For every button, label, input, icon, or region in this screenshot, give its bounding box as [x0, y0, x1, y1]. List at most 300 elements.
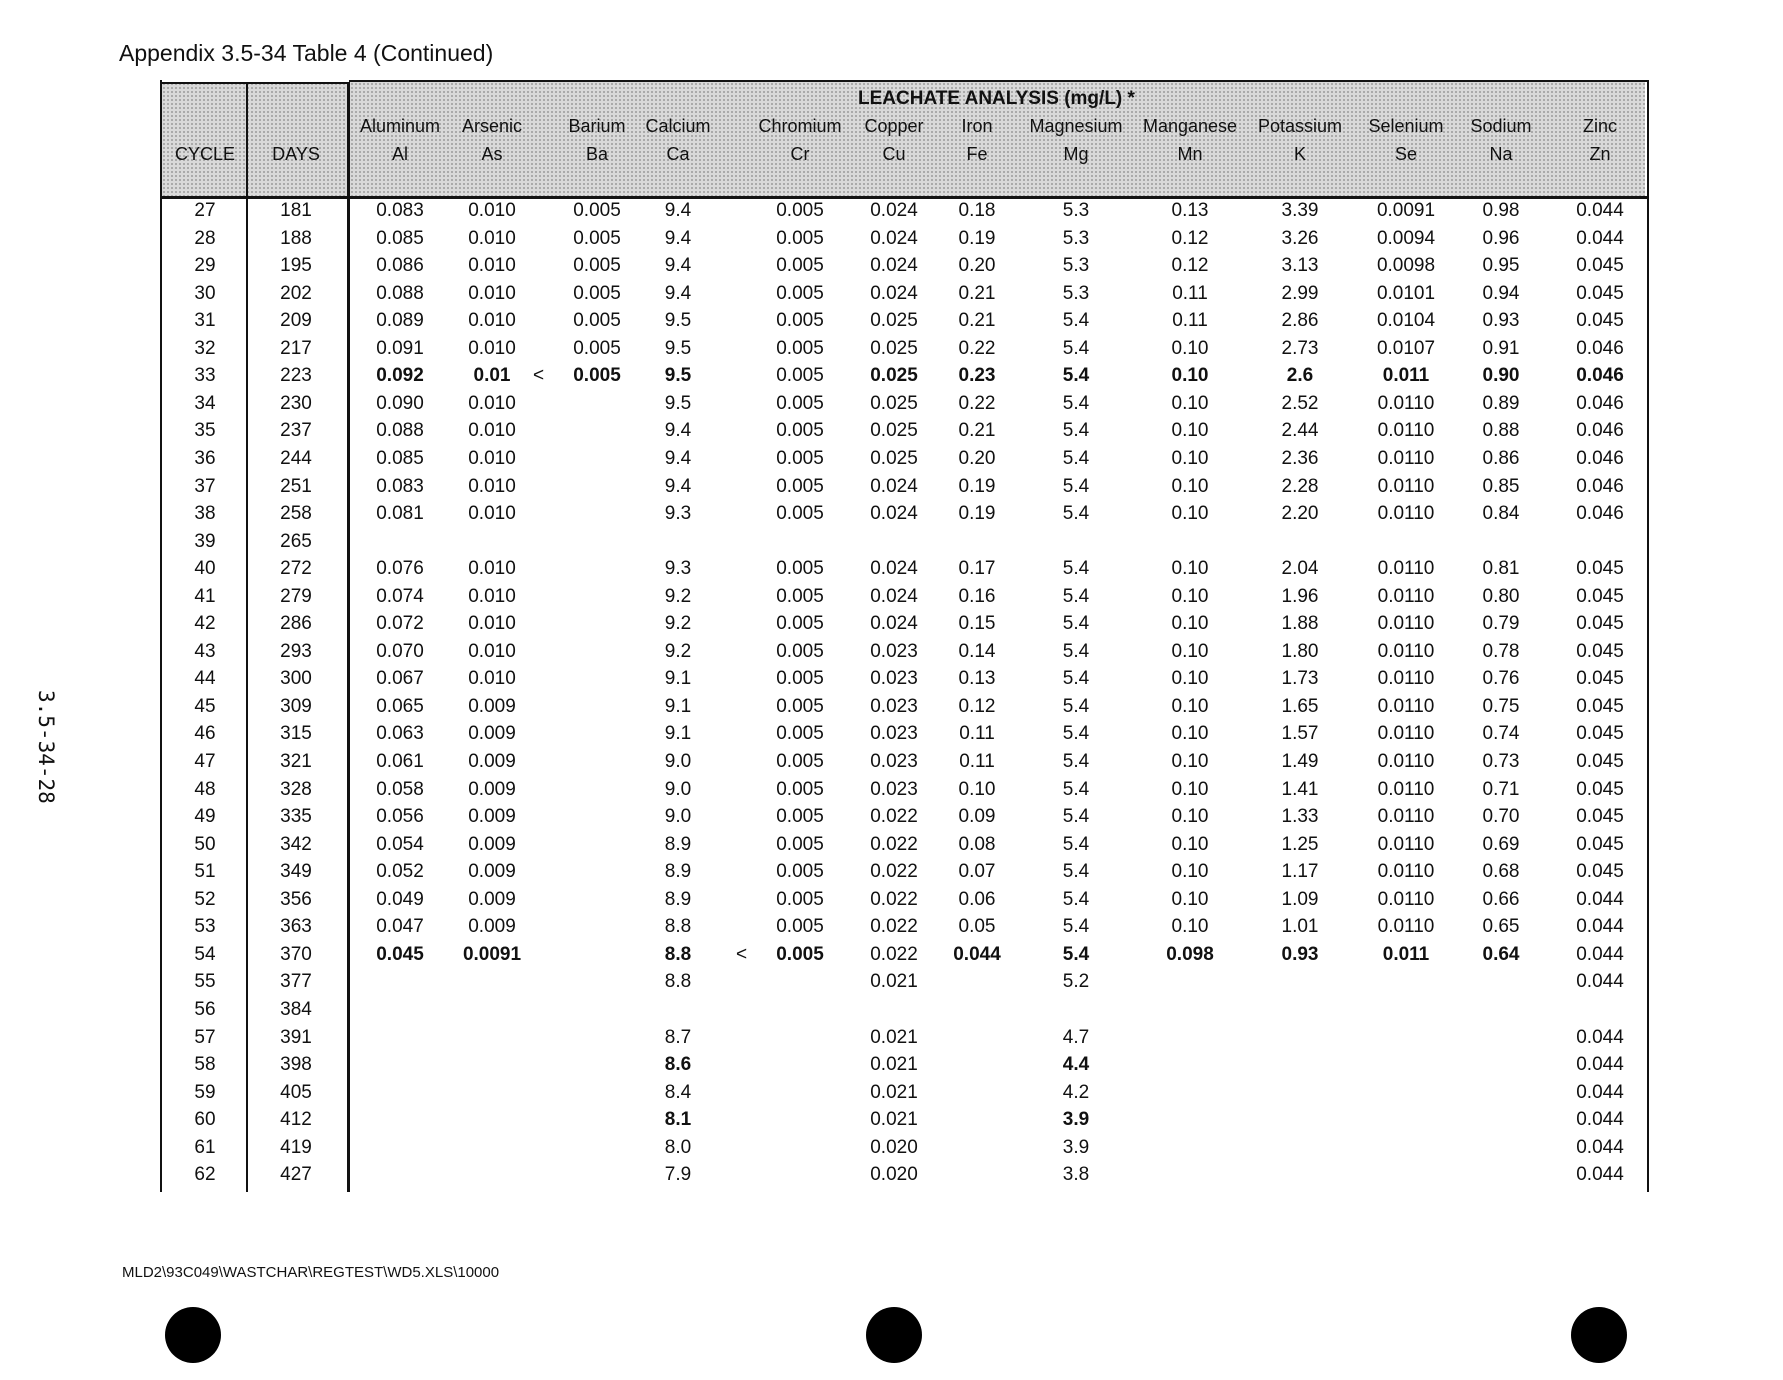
cell-ca: 9.2 — [664, 640, 692, 662]
cell-na: 0.98 — [1482, 200, 1520, 221]
cell-cycle: 58 — [194, 1054, 216, 1076]
cell-days: 356 — [280, 888, 312, 910]
cell-al: 0.083 — [376, 200, 424, 221]
cell-days: 265 — [280, 530, 312, 552]
cell-k: 1.09 — [1281, 888, 1319, 910]
cell-cycle: 30 — [194, 282, 216, 304]
cell-cu: 0.025 — [870, 392, 918, 414]
cell-as: 0.0091 — [462, 943, 522, 965]
cell-k: 3.13 — [1281, 255, 1319, 277]
cell-ca: 9.2 — [664, 613, 692, 635]
cell-ca: 8.8 — [664, 916, 692, 938]
cell-zn: 0.045 — [1576, 806, 1624, 828]
cell-al: 0.065 — [376, 695, 424, 717]
cell-k: 1.33 — [1281, 806, 1319, 828]
cell-days: 244 — [280, 447, 312, 469]
cell-cu: 0.023 — [870, 695, 918, 717]
cell-cu: 0.022 — [870, 833, 918, 855]
column-header-mg — [1029, 112, 1122, 168]
cell-al: 0.070 — [376, 640, 424, 662]
cell-cu: 0.025 — [870, 365, 918, 387]
column-name-se: Selenium — [1368, 116, 1444, 136]
cell-cycle: 52 — [194, 888, 216, 910]
cell-days: 419 — [280, 1136, 312, 1158]
column-header-al — [360, 112, 440, 168]
cell-al: 0.081 — [376, 503, 424, 525]
cell-ca: 9.3 — [664, 558, 692, 580]
cell-cycle: 43 — [194, 640, 216, 662]
cell-cu: 0.024 — [870, 255, 918, 277]
cell-se: 0.0110 — [1377, 668, 1435, 690]
cell-fe: 0.20 — [958, 255, 996, 277]
cell-al: 0.088 — [376, 282, 424, 304]
cell-cu: 0.021 — [870, 1054, 918, 1076]
cell-ca: 9.2 — [664, 585, 692, 607]
cell-cycle: 39 — [194, 530, 216, 552]
cell-mg: 5.3 — [1062, 255, 1090, 277]
cell-mn: 0.11 — [1172, 310, 1208, 332]
column-symbol-cu: Cu — [882, 144, 906, 164]
cell-zn: 0.045 — [1576, 751, 1624, 772]
cell-as: 0.010 — [468, 200, 516, 221]
cell-cu: 0.022 — [870, 861, 918, 883]
cell-as: 0.010 — [468, 337, 516, 359]
cell-fe: 0.19 — [958, 475, 996, 497]
cell-mg: 5.4 — [1062, 503, 1090, 525]
cell-as: 0.010 — [468, 475, 516, 497]
cell-na: 0.95 — [1482, 255, 1520, 277]
cell-al: 0.074 — [376, 585, 424, 607]
punch-hole-center — [866, 1307, 922, 1363]
cell-zn: 0.045 — [1576, 585, 1624, 607]
cell-days: 181 — [280, 200, 312, 221]
column-symbol-cycle: CYCLE — [174, 144, 236, 164]
cell-mn: 0.10 — [1171, 585, 1209, 607]
cell-mn: 0.10 — [1171, 778, 1209, 800]
cell-mg: 5.3 — [1062, 200, 1090, 221]
cell-na: 0.78 — [1482, 640, 1520, 662]
cell-al: 0.088 — [376, 420, 424, 442]
cell-fe: 0.12 — [958, 695, 996, 717]
cell-zn: 0.044 — [1576, 943, 1624, 965]
cell-ca: 9.4 — [664, 475, 692, 497]
cell-ca: 9.0 — [664, 751, 692, 772]
cell-al: 0.052 — [376, 861, 424, 883]
cell-days: 342 — [280, 833, 312, 855]
cell-ca: 9.4 — [664, 255, 692, 277]
column-header-cu — [864, 112, 923, 168]
cell-as: 0.009 — [468, 888, 516, 910]
cell-ca: 8.0 — [664, 1136, 692, 1158]
cell-k: 2.86 — [1281, 310, 1319, 332]
cell-mn: 0.10 — [1171, 751, 1209, 772]
column-header-cr — [758, 112, 841, 168]
cell-ba: 0.005 — [573, 310, 621, 332]
cell-as: 0.01 — [473, 365, 511, 387]
cell-days: 412 — [280, 1109, 312, 1131]
cell-cycle: 49 — [194, 806, 216, 828]
column-symbol-fe: Fe — [966, 144, 988, 164]
cell-as: 0.010 — [468, 227, 516, 249]
cell-cu: 0.024 — [870, 282, 918, 304]
cell-cycle: 55 — [194, 971, 216, 993]
cell-ca: 9.5 — [664, 337, 692, 359]
cell-ca: 9.5 — [664, 392, 692, 414]
cell-mg: 5.4 — [1062, 833, 1090, 855]
column-name-as: Arsenic — [461, 116, 523, 136]
cell-ba: 0.005 — [573, 200, 621, 221]
cell-na: 0.90 — [1482, 365, 1520, 387]
cell-al: 0.072 — [376, 613, 424, 635]
cell-as: 0.009 — [468, 751, 516, 772]
cell-se: 0.0110 — [1377, 558, 1435, 580]
cell-mg: 5.4 — [1062, 310, 1090, 332]
cell-fe: 0.07 — [958, 861, 996, 883]
cell-se: 0.0110 — [1377, 723, 1435, 745]
cell-cu: 0.023 — [870, 751, 918, 772]
cell-cr: 0.005 — [776, 337, 824, 359]
cell-mg: 5.4 — [1062, 447, 1090, 469]
cell-mn: 0.10 — [1171, 833, 1209, 855]
cell-na: 0.64 — [1482, 943, 1520, 965]
cell-cu: 0.024 — [870, 503, 918, 525]
cell-cycle: 54 — [194, 943, 216, 965]
cell-ba: 0.005 — [573, 227, 621, 249]
cell-ca: 8.1 — [664, 1109, 692, 1131]
cell-zn: 0.044 — [1576, 1164, 1624, 1186]
cell-fe: 0.11 — [959, 751, 995, 772]
cell-na: 0.74 — [1482, 723, 1520, 745]
cell-mg: 5.4 — [1062, 475, 1090, 497]
cell-zn: 0.045 — [1576, 723, 1624, 745]
cell-ca: 8.8 — [664, 971, 692, 993]
cell-cr: 0.005 — [776, 668, 824, 690]
cell-days: 349 — [280, 861, 312, 883]
column-header-mn — [1143, 112, 1237, 168]
cell-al: 0.091 — [376, 337, 424, 359]
cell-ca: 9.5 — [664, 365, 692, 387]
cell-days: 293 — [280, 640, 312, 662]
cell-ba: 0.005 — [573, 337, 621, 359]
cell-cr: 0.005 — [776, 751, 824, 772]
cell-zn: 0.045 — [1576, 778, 1624, 800]
cell-zn: 0.046 — [1576, 392, 1624, 414]
cell-mn: 0.11 — [1172, 282, 1208, 304]
cell-mn: 0.10 — [1171, 365, 1209, 387]
cell-days: 328 — [280, 778, 312, 800]
cell-k: 1.88 — [1281, 613, 1319, 635]
table-top-rule-left — [160, 82, 349, 84]
cell-fe: 0.21 — [958, 420, 996, 442]
cell-days: 315 — [280, 723, 312, 745]
cell-mn: 0.10 — [1171, 475, 1209, 497]
cell-cycle: 61 — [194, 1136, 216, 1158]
cell-se: 0.0110 — [1377, 392, 1435, 414]
cell-mn: 0.10 — [1171, 806, 1209, 828]
cell-cu: 0.023 — [870, 640, 918, 662]
cell-na: 0.93 — [1482, 310, 1520, 332]
column-symbol-k: K — [1293, 144, 1307, 164]
cell-cr: 0.005 — [776, 723, 824, 745]
cell-cr: 0.005 — [776, 888, 824, 910]
cell-al: 0.092 — [376, 365, 424, 387]
cell-ca: 9.4 — [664, 227, 692, 249]
cell-cycle: 59 — [194, 1081, 216, 1103]
cell-zn: 0.045 — [1576, 695, 1624, 717]
cell-cu: 0.022 — [870, 916, 918, 938]
cell-na: 0.68 — [1482, 861, 1520, 883]
cell-fe: 0.22 — [958, 392, 996, 414]
cell-ca: 9.4 — [664, 420, 692, 442]
cell-fe: 0.21 — [958, 310, 996, 332]
column-name-fe: Iron — [961, 116, 993, 136]
cell-mg: 4.2 — [1062, 1081, 1090, 1103]
cell-cu: 0.023 — [870, 668, 918, 690]
cell-se: 0.0110 — [1377, 475, 1435, 497]
column-symbol-cr: Cr — [790, 144, 810, 164]
cell-ca: 7.9 — [664, 1164, 692, 1186]
cell-fe: 0.08 — [958, 833, 996, 855]
cell-k: 3.26 — [1281, 227, 1319, 249]
cell-al: 0.047 — [376, 916, 424, 938]
column-symbol-mg: Mg — [1063, 144, 1089, 164]
cell-se: 0.0110 — [1377, 503, 1435, 525]
cell-ca: 9.4 — [664, 200, 692, 221]
cell-cu: 0.024 — [870, 585, 918, 607]
cell-as: 0.009 — [468, 833, 516, 855]
cell-days: 202 — [280, 282, 312, 304]
cell-cu: 0.020 — [870, 1136, 918, 1158]
cell-zn: 0.044 — [1576, 1081, 1624, 1103]
cell-as: 0.009 — [468, 806, 516, 828]
cell-cu: 0.025 — [870, 337, 918, 359]
cell-ca: 8.9 — [664, 861, 692, 883]
cell-cr: 0.005 — [776, 613, 824, 635]
cell-se: 0.0098 — [1376, 255, 1436, 277]
cell-na: 0.71 — [1482, 778, 1520, 800]
cell-mg: 5.4 — [1062, 723, 1090, 745]
cell-fe: 0.22 — [958, 337, 996, 359]
cell-as: 0.009 — [468, 695, 516, 717]
cell-na: 0.96 — [1482, 227, 1520, 249]
cell-days: 251 — [280, 475, 312, 497]
cell-se: 0.0110 — [1377, 833, 1435, 855]
cell-cr: 0.005 — [776, 558, 824, 580]
cell-days: 384 — [280, 998, 312, 1020]
cell-zn: 0.046 — [1576, 420, 1624, 442]
cell-ca: 9.1 — [664, 723, 692, 745]
less-than-marker: < — [736, 943, 748, 965]
cell-cr: 0.005 — [776, 200, 824, 221]
cell-zn: 0.045 — [1576, 255, 1624, 277]
column-name-mg: Magnesium — [1029, 116, 1123, 136]
cell-cr: 0.005 — [776, 943, 824, 965]
cell-se: 0.0110 — [1377, 585, 1435, 607]
cell-se: 0.0107 — [1376, 337, 1436, 359]
cell-cycle: 50 — [194, 833, 216, 855]
cell-days: 370 — [280, 943, 312, 965]
cell-cycle: 57 — [194, 1026, 216, 1048]
cell-zn: 0.045 — [1576, 668, 1624, 690]
cell-cr: 0.005 — [776, 227, 824, 249]
cell-as: 0.010 — [468, 585, 516, 607]
cell-cu: 0.023 — [870, 778, 918, 800]
cell-se: 0.0110 — [1377, 778, 1435, 800]
cell-mn: 0.10 — [1171, 420, 1209, 442]
column-symbol-ba: Ba — [585, 144, 609, 164]
cell-fe: 0.10 — [958, 778, 996, 800]
cell-se: 0.0110 — [1377, 420, 1435, 442]
cell-zn: 0.045 — [1576, 613, 1624, 635]
cell-na: 0.89 — [1482, 392, 1520, 414]
cell-cycle: 41 — [194, 585, 216, 607]
cell-as: 0.010 — [468, 420, 516, 442]
cell-mg: 5.2 — [1062, 971, 1090, 993]
cell-cycle: 48 — [194, 778, 216, 800]
column-header-ca — [645, 112, 710, 168]
cell-mg: 4.7 — [1062, 1026, 1090, 1048]
cell-al: 0.090 — [376, 392, 424, 414]
cell-cycle: 27 — [194, 200, 216, 221]
punch-hole-left — [165, 1307, 221, 1363]
cell-zn: 0.046 — [1576, 365, 1624, 387]
cell-na: 0.94 — [1482, 282, 1520, 304]
cell-ca: 9.1 — [664, 695, 692, 717]
column-header-cycle — [175, 140, 235, 168]
cell-mg: 5.4 — [1062, 695, 1090, 717]
cell-days: 195 — [280, 255, 312, 277]
cell-se: 0.0110 — [1377, 861, 1435, 883]
cell-al: 0.067 — [376, 668, 424, 690]
cell-mn: 0.10 — [1171, 916, 1209, 938]
cell-zn: 0.046 — [1576, 503, 1624, 525]
cell-na: 0.79 — [1482, 613, 1520, 635]
cell-zn: 0.045 — [1576, 310, 1624, 332]
cell-fe: 0.14 — [958, 640, 996, 662]
cell-mg: 5.4 — [1062, 613, 1090, 635]
cell-as: 0.009 — [468, 778, 516, 800]
cell-days: 377 — [280, 971, 312, 993]
cell-cycle: 51 — [194, 861, 216, 883]
cell-na: 0.84 — [1482, 503, 1520, 525]
column-header-fe — [961, 112, 992, 168]
cell-zn: 0.045 — [1576, 833, 1624, 855]
cell-cu: 0.024 — [870, 475, 918, 497]
cell-days: 427 — [280, 1164, 312, 1186]
cell-cycle: 36 — [194, 447, 216, 469]
cell-ca: 8.8 — [664, 943, 692, 965]
cell-mn: 0.10 — [1171, 861, 1209, 883]
cell-cycle: 42 — [194, 613, 216, 635]
cell-k: 2.44 — [1281, 420, 1319, 442]
cell-as: 0.009 — [468, 916, 516, 938]
cell-as: 0.010 — [468, 640, 516, 662]
cell-se: 0.0110 — [1377, 751, 1435, 772]
cell-na: 0.75 — [1482, 695, 1520, 717]
column-symbol-as: As — [481, 144, 503, 164]
cell-cycle: 31 — [194, 310, 216, 332]
cell-al: 0.045 — [376, 943, 424, 965]
cell-al: 0.063 — [376, 723, 424, 745]
cell-ca: 8.6 — [664, 1054, 692, 1076]
cell-k: 1.57 — [1281, 723, 1319, 745]
cell-cu: 0.021 — [870, 1109, 918, 1131]
punch-hole-right — [1571, 1307, 1627, 1363]
cell-mg: 5.4 — [1062, 558, 1090, 580]
cell-k: 1.25 — [1281, 833, 1319, 855]
cell-days: 258 — [280, 503, 312, 525]
column-symbol-al: Al — [391, 144, 408, 164]
cell-cr: 0.005 — [776, 585, 824, 607]
cell-zn: 0.046 — [1576, 475, 1624, 497]
cell-days: 363 — [280, 916, 312, 938]
cell-cycle: 56 — [194, 998, 216, 1020]
cell-zn: 0.045 — [1576, 640, 1624, 662]
cell-k: 1.01 — [1281, 916, 1319, 938]
cell-ca: 9.4 — [664, 282, 692, 304]
cell-cr: 0.005 — [776, 282, 824, 304]
cell-ca: 9.5 — [664, 310, 692, 332]
cell-mg: 5.4 — [1062, 365, 1090, 387]
cell-zn: 0.046 — [1576, 447, 1624, 469]
cell-mg: 5.4 — [1062, 943, 1090, 965]
cell-days: 272 — [280, 558, 312, 580]
cell-mg: 3.9 — [1062, 1109, 1090, 1131]
cell-cycle: 35 — [194, 420, 216, 442]
cell-cr: 0.005 — [776, 310, 824, 332]
cell-mn: 0.12 — [1171, 255, 1209, 277]
cell-se: 0.0110 — [1377, 447, 1435, 469]
cell-cycle: 32 — [194, 337, 216, 359]
divider-days-data — [347, 82, 350, 1192]
cell-ca: 8.9 — [664, 888, 692, 910]
column-name-zn: Zinc — [1582, 116, 1618, 136]
cell-mn: 0.10 — [1171, 723, 1209, 745]
cell-mn: 0.12 — [1171, 227, 1209, 249]
column-name-ba: Barium — [568, 116, 626, 136]
cell-mg: 5.4 — [1062, 778, 1090, 800]
cell-zn: 0.044 — [1576, 200, 1624, 221]
cell-cr: 0.005 — [776, 392, 824, 414]
cell-mn: 0.10 — [1171, 668, 1209, 690]
cell-k: 1.73 — [1281, 668, 1319, 690]
divider-cycle-days — [246, 82, 248, 1192]
cell-fe: 0.17 — [958, 558, 996, 580]
cell-cr: 0.005 — [776, 640, 824, 662]
cell-na: 0.69 — [1482, 833, 1520, 855]
cell-al: 0.085 — [376, 227, 424, 249]
cell-al: 0.085 — [376, 447, 424, 469]
cell-k: 2.20 — [1281, 503, 1319, 525]
cell-mg: 5.4 — [1062, 668, 1090, 690]
column-name-cr: Chromium — [758, 116, 842, 136]
cell-days: 237 — [280, 420, 312, 442]
cell-se: 0.0110 — [1377, 695, 1435, 717]
cell-al: 0.061 — [376, 751, 424, 772]
cell-cr: 0.005 — [776, 695, 824, 717]
cell-mg: 5.4 — [1062, 337, 1090, 359]
cell-as: 0.010 — [468, 282, 516, 304]
cell-na: 0.85 — [1482, 475, 1520, 497]
cell-cycle: 34 — [194, 392, 216, 414]
cell-cycle: 28 — [194, 227, 216, 249]
cell-fe: 0.16 — [958, 585, 996, 607]
cell-cycle: 40 — [194, 558, 216, 580]
cell-ca: 9.3 — [664, 503, 692, 525]
cell-ca: 9.1 — [664, 668, 692, 690]
cell-cu: 0.021 — [870, 1026, 918, 1048]
column-name-cu: Copper — [864, 116, 924, 136]
